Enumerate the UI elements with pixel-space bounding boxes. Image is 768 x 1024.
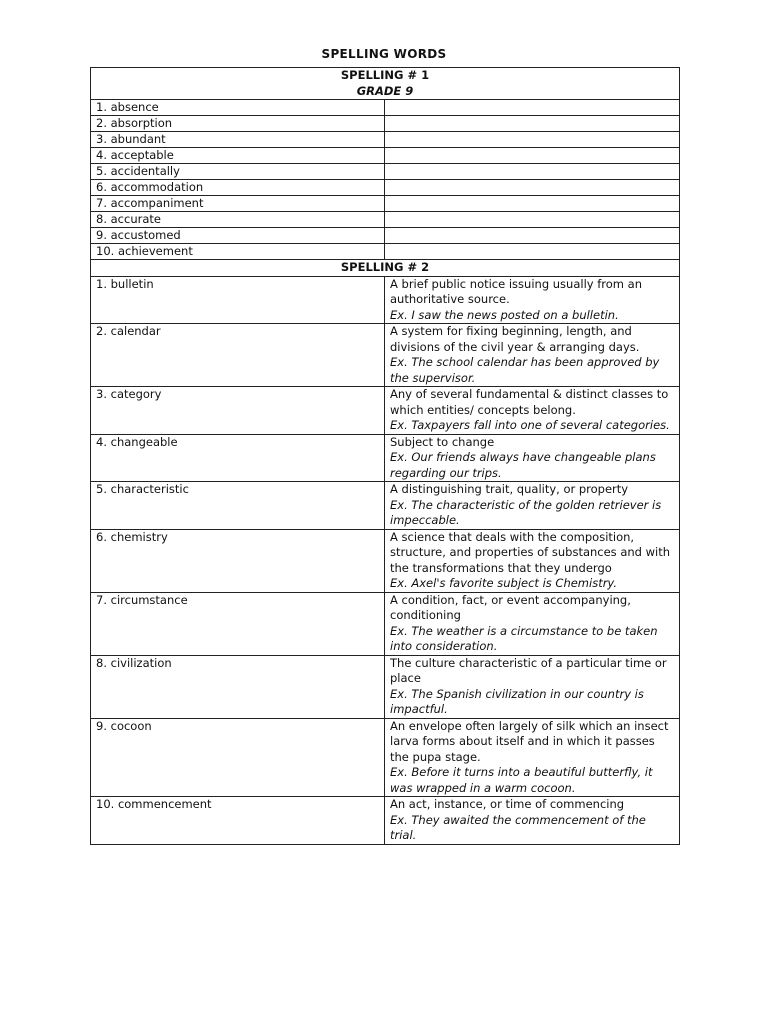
section-1-word-row: [91, 148, 680, 164]
section-2-entry-row: [91, 655, 680, 718]
empty-definition-cell: [385, 132, 680, 148]
definition-cell: [385, 655, 680, 718]
word-cell: 9. cocoon: [91, 718, 385, 797]
empty-definition-cell: [385, 164, 680, 180]
section-1-word-row: [91, 212, 680, 228]
definition-text: An act, instance, or time of commencing: [390, 797, 625, 811]
word-cell: 10. achievement: [91, 244, 385, 260]
word-cell: 8. civilization: [91, 655, 385, 718]
section-2-header-row: [91, 260, 680, 277]
word-cell: 8. accurate: [91, 212, 385, 228]
section-2-entry-row: [91, 324, 680, 387]
example-sentence: Ex. Our friends always have changeable plans regarding our trips.: [390, 450, 656, 480]
definition-text: Any of several fundamental & distinct classes to which entities/ concepts belong.: [390, 387, 669, 417]
section-1-word-row: [91, 228, 680, 244]
word-cell: 4. changeable: [91, 434, 385, 482]
example-sentence: Ex. The weather is a circumstance to be taken into consideration.: [390, 623, 658, 653]
section-2-entry-row: [91, 276, 680, 324]
empty-definition-cell: [385, 100, 680, 116]
spelling-table-body: [91, 68, 680, 845]
definition-text: The culture characteristic of a particular time or place: [390, 655, 667, 685]
example-sentence: Ex. Axel's favorite subject is Chemistry.: [390, 576, 618, 590]
definition-text: An envelope often largely of silk which an insect larva forms about itself and in which it passes the pupa stage.: [390, 718, 669, 764]
section-2-entry-row: [91, 387, 680, 435]
example-sentence: Ex. Before it turns into a beautiful butterfly, it was wrapped in a warm cocoon.: [390, 765, 653, 795]
section-1-word-row: [91, 116, 680, 132]
word-cell: 1. absence: [91, 100, 385, 116]
definition-text: A system for fixing beginning, length, and divisions of the civil year & arranging days.: [390, 324, 640, 354]
word-cell: 5. accidentally: [91, 164, 385, 180]
word-cell: 2. calendar: [91, 324, 385, 387]
word-cell: 3. category: [91, 387, 385, 435]
example-sentence: Ex. The school calendar has been approved by the supervisor.: [390, 355, 660, 385]
definition-cell: [385, 592, 680, 655]
section-1-word-row: [91, 132, 680, 148]
word-cell: 3. abundant: [91, 132, 385, 148]
example-sentence: Ex. The characteristic of the golden retriever is impeccable.: [390, 497, 662, 527]
empty-definition-cell: [385, 196, 680, 212]
section-2-heading: SPELLING # 2: [91, 260, 680, 277]
section-1-header-row: [91, 68, 680, 100]
section-1-word-row: [91, 180, 680, 196]
section-1-word-row: [91, 196, 680, 212]
empty-definition-cell: [385, 116, 680, 132]
section-1-header: [91, 68, 680, 100]
example-sentence: Ex. The Spanish civilization in our country is impactful.: [390, 686, 644, 716]
definition-text: A condition, fact, or event accompanying, conditioning: [390, 592, 631, 622]
section-2-entry-row: [91, 797, 680, 845]
definition-text: A distinguishing trait, quality, or property: [390, 482, 629, 496]
definition-cell: [385, 797, 680, 845]
example-sentence: Ex. I saw the news posted on a bulletin.: [390, 307, 619, 322]
empty-definition-cell: [385, 244, 680, 260]
word-cell: 1. bulletin: [91, 276, 385, 324]
word-cell: 6. chemistry: [91, 529, 385, 592]
word-cell: 4. acceptable: [91, 148, 385, 164]
empty-definition-cell: [385, 180, 680, 196]
spelling-table: [90, 67, 680, 845]
definition-cell: [385, 387, 680, 435]
word-cell: 6. accommodation: [91, 180, 385, 196]
section-2-entry-row: [91, 529, 680, 592]
definition-cell: [385, 434, 680, 482]
word-cell: 10. commencement: [91, 797, 385, 845]
definition-text: A brief public notice issuing usually from an authoritative source.: [390, 276, 642, 306]
section-1-subheading: GRADE 9: [356, 83, 414, 98]
definition-cell: [385, 529, 680, 592]
word-cell: 7. circumstance: [91, 592, 385, 655]
example-sentence: Ex. Taxpayers fall into one of several categories.: [390, 418, 670, 432]
empty-definition-cell: [385, 212, 680, 228]
definition-cell: [385, 276, 680, 324]
section-2-entry-row: [91, 592, 680, 655]
word-cell: 5. characteristic: [91, 482, 385, 530]
definition-cell: [385, 718, 680, 797]
word-cell: 2. absorption: [91, 116, 385, 132]
section-2-entry-row: [91, 434, 680, 482]
empty-definition-cell: [385, 228, 680, 244]
page-title: SPELLING WORDS: [321, 47, 447, 61]
section-1-word-row: [91, 100, 680, 116]
section-2-entry-row: [91, 718, 680, 797]
definition-cell: [385, 482, 680, 530]
definition-text: Subject to change: [390, 434, 495, 449]
section-1-word-row: [91, 164, 680, 180]
word-cell: 9. accustomed: [91, 228, 385, 244]
definition-text: A science that deals with the composition, structure, and properties of substances and with the transformations that they undergo: [390, 529, 671, 575]
word-cell: 7. accompaniment: [91, 196, 385, 212]
section-2-entry-row: [91, 482, 680, 530]
section-1-heading: SPELLING # 1: [340, 68, 430, 82]
example-sentence: Ex. They awaited the commencement of the trial.: [390, 812, 646, 842]
empty-definition-cell: [385, 148, 680, 164]
definition-cell: [385, 324, 680, 387]
section-1-word-row: [91, 244, 680, 260]
